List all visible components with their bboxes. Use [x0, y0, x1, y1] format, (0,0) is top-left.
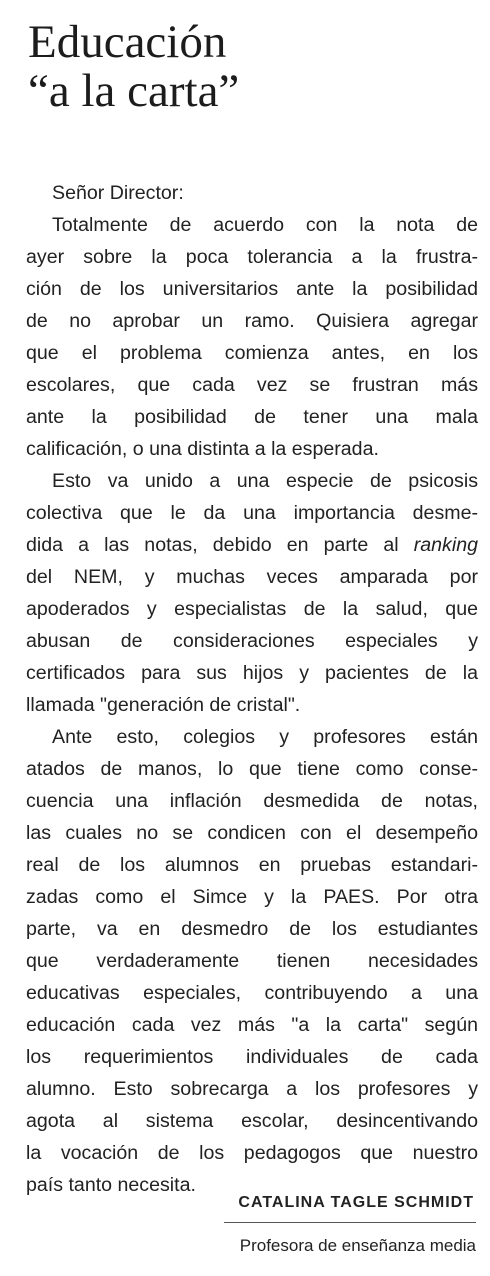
letter-line-text: agota al sistema escolar, desincentivando [26, 1110, 478, 1132]
letter-line-text: ayer sobre la poca tolerancia a la frustra- [26, 246, 478, 268]
letter-line-text: escolares, que cada vez se frustran más [26, 374, 478, 396]
letter-headline [28, 18, 468, 116]
letter-line [26, 945, 478, 977]
letter-line [26, 849, 478, 881]
letter-text [26, 209, 478, 1201]
letter-line [26, 465, 478, 497]
letter-line-text: que el problema comienza antes, en los [26, 342, 478, 364]
letter-line-text: de no aprobar un ramo. Quisiera agregar [26, 310, 478, 332]
letter-line-text: real de los alumnos en pruebas estandari- [26, 854, 478, 876]
letter-line-text: abusan de consideraciones especiales y [26, 630, 478, 652]
letter-line [26, 433, 478, 465]
letter-line [26, 689, 478, 721]
letter-line [26, 1105, 478, 1137]
letter-line [26, 1041, 478, 1073]
letter-line-text: Ante esto, colegios y profesores están [52, 726, 478, 748]
letter-line [26, 241, 478, 273]
letter-line-text: apoderados y especialistas de la salud, que [26, 598, 478, 620]
letter-line [26, 753, 478, 785]
letter-line [26, 401, 478, 433]
letter-line-text: educativas especiales, contribuyendo a una [26, 982, 478, 1004]
letter-line-text: la vocación de los pedagogos que nuestro [26, 1142, 478, 1164]
letter-line [26, 721, 478, 753]
letter-line-text: ante la posibilidad de tener una mala [26, 406, 478, 428]
letter-line-text: certificados para sus hijos y pacientes de la [26, 662, 478, 684]
letter-line [26, 817, 478, 849]
letter-line-text: llamada "generación de cristal". [26, 694, 301, 716]
letter-line-text: colectiva que le da una importancia desme- [26, 502, 478, 524]
letter-line [26, 1073, 478, 1105]
letter-line [26, 561, 478, 593]
letter-line [26, 1009, 478, 1041]
letter-body [26, 177, 478, 1201]
letter-line-text: ción de los universitarios ante la posibilidad [26, 278, 478, 300]
letter-line-text: del NEM, y muchas veces amparada por [26, 566, 478, 588]
letter-line-text: Esto va unido a una especie de psicosis [52, 470, 478, 492]
letter-line [26, 785, 478, 817]
letter-line [26, 337, 478, 369]
letter-line-text: zadas como el Simce y la PAES. Por otra [26, 886, 478, 908]
letter-line-text: país tanto necesita. [26, 1174, 196, 1196]
letter-line-text: cuencia una inflación desmedida de notas, [26, 790, 478, 812]
signature-divider [224, 1222, 476, 1223]
letter-line-text: los requerimientos individuales de cada [26, 1046, 478, 1068]
letter-line [26, 273, 478, 305]
letter-line [26, 305, 478, 337]
letter-line [26, 657, 478, 689]
letter-line [26, 625, 478, 657]
letter-line [26, 913, 478, 945]
letter-line-italic-term: ranking [413, 534, 478, 556]
letter-line [26, 881, 478, 913]
letter-line-text: dida a las notas, debido en parte al [26, 534, 414, 556]
letter-line-text: alumno. Esto sobrecarga a los profesores y [26, 1078, 478, 1100]
letter-line-text: las cuales no se condicen con el desempeño [26, 822, 478, 844]
letter-line [26, 593, 478, 625]
letter-line [26, 529, 478, 561]
letter-line [26, 369, 478, 401]
letter-line-text: Totalmente de acuerdo con la nota de [52, 214, 478, 236]
author-role: Profesora de enseñanza media [239, 1236, 476, 1255]
letter-salutation: Señor Director: [52, 182, 184, 204]
letter-line [26, 977, 478, 1009]
letter-line [26, 1137, 478, 1169]
letter-line-text: calificación, o una distinta a la esperada. [26, 438, 379, 460]
headline-line-1: Educación [28, 16, 227, 68]
letter-line-text: parte, va en desmedro de los estudiantes [26, 918, 478, 940]
letter-line [26, 209, 478, 241]
letter-line-text: educación cada vez más "a la carta" según [26, 1014, 478, 1036]
author-name: CATALINA TAGLE SCHMIDT [238, 1194, 474, 1211]
headline-line-2: “a la carta” [28, 65, 240, 117]
letter-line [26, 497, 478, 529]
letter-line-text: que verdaderamente tienen necesidades [26, 950, 478, 972]
letter-line-text: atados de manos, lo que tiene como conse- [26, 758, 478, 780]
